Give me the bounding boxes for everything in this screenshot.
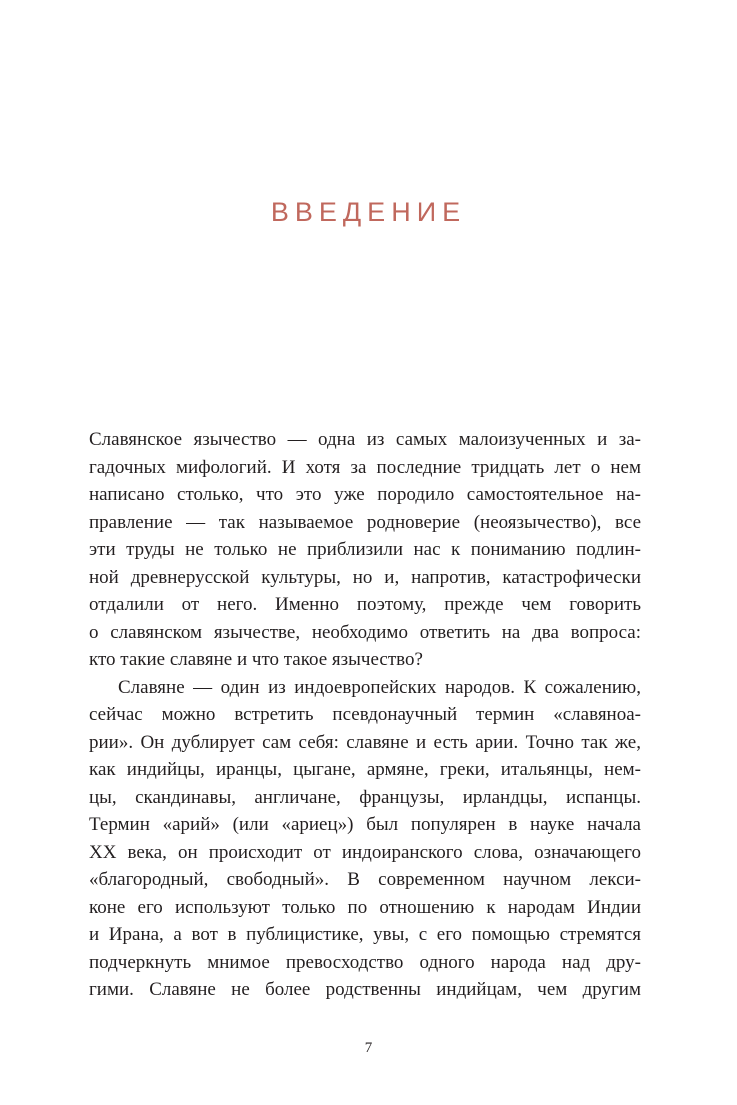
text-line: подчеркнуть мнимое превосходство одного народа над дру- bbox=[89, 951, 641, 973]
text-line: правление — так называемое родноверие (неоязычество), все bbox=[89, 511, 641, 533]
text-line: отдалили от него. Именно поэтому, прежде чем говорить bbox=[89, 594, 641, 615]
text-line: рии». Он дублирует сам себя: славяне и есть арии. Точно так же, bbox=[89, 731, 641, 753]
paragraph-2 bbox=[89, 674, 641, 1004]
text-line: написано столько, что это уже породило самостоятельное на- bbox=[89, 484, 641, 505]
text-line: Славянское язычество — одна из самых малоизученных и за- bbox=[89, 429, 641, 450]
text-line: Термин «арий» (или «ариец») был популярен в науке начала bbox=[89, 814, 641, 835]
page-number: 7 bbox=[364, 1040, 373, 1056]
body-text bbox=[89, 426, 641, 1004]
text-line: цы, скандинавы, англичане, французы, ирландцы, испанцы. bbox=[89, 786, 641, 808]
text-line: о славянском язычестве, необходимо ответить на два вопроса: bbox=[89, 621, 641, 643]
text-line: эти труды не только не приблизили нас к пониманию подлин- bbox=[89, 539, 641, 560]
text-line: Славяне — один из индоевропейских народов. К сожалению, bbox=[118, 676, 641, 698]
paragraph-1 bbox=[89, 426, 641, 674]
text-line: и Ирана, а вот в публицистике, увы, с его помощью стремятся bbox=[89, 924, 641, 945]
text-line: коне его используют только по отношению к народам Индии bbox=[89, 896, 641, 918]
text-line: сейчас можно встретить псевдонаучный термин «славяноа- bbox=[89, 704, 641, 725]
text-line: ной древнерусской культуры, но и, напротив, катастрофически bbox=[89, 566, 641, 588]
text-line: XX века, он происходит от индоиранского слова, означающего bbox=[89, 841, 641, 863]
chapter-title: ВВЕДЕНИЕ bbox=[270, 197, 467, 227]
text-line: «благородный, свободный». В современном научном лекси- bbox=[89, 869, 641, 890]
text-line: кто такие славяне и что такое язычество? bbox=[89, 649, 423, 670]
text-line: как индийцы, иранцы, цыгане, армяне, греки, итальянцы, нем- bbox=[89, 759, 641, 780]
text-line: гадочных мифологий. И хотя за последние тридцать лет о нем bbox=[89, 456, 641, 478]
text-line: гими. Славяне не более родственны индийцам, чем другим bbox=[89, 979, 641, 1000]
